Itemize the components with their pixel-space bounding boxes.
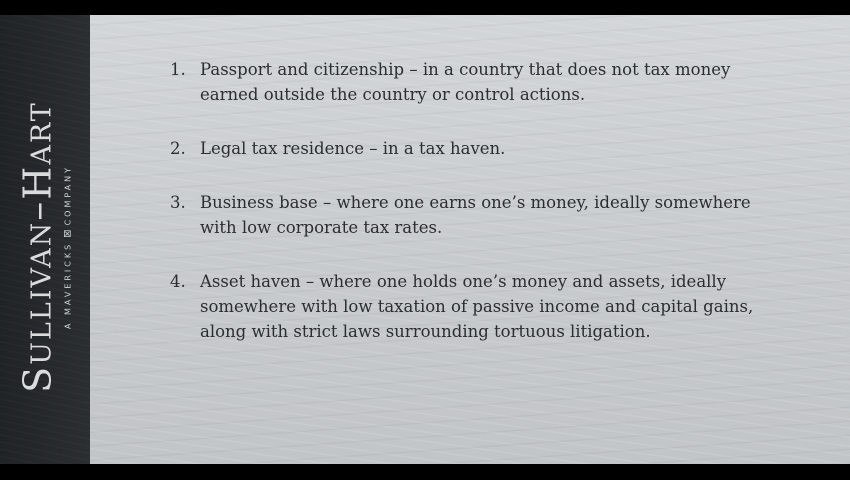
item-number: 2. bbox=[170, 139, 186, 158]
brand-sidebar bbox=[0, 15, 90, 464]
brand-logo bbox=[17, 101, 74, 393]
letterbox-bottom bbox=[0, 464, 850, 480]
list-item bbox=[170, 269, 780, 344]
brand-name-part1: Sullivan bbox=[15, 220, 60, 393]
item-number: 1. bbox=[170, 60, 186, 79]
item-text: Asset haven – where one holds one’s money and assets, ideally somewhere with low taxation of passive income and capital gains, along with strict laws surrounding tortuous litigation. bbox=[200, 272, 754, 341]
item-number: 3. bbox=[170, 193, 186, 212]
list-item bbox=[170, 136, 780, 161]
item-text: Passport and citizenship – in a country that does not tax money earned outside the country or control actions. bbox=[200, 60, 731, 104]
brand-name bbox=[17, 101, 59, 393]
brand-mark-icon: ⊠ bbox=[62, 229, 74, 238]
tagline-left: A MAVERICKS bbox=[63, 241, 73, 330]
item-number: 4. bbox=[170, 272, 186, 291]
brand-dash: – bbox=[15, 199, 60, 221]
tagline-right: COMPANY bbox=[63, 164, 73, 226]
item-text: Business base – where one earns one’s money, ideally somewhere with low corporate tax rates. bbox=[200, 193, 751, 237]
brand-name-part2: Hart bbox=[15, 101, 60, 200]
list-item bbox=[170, 57, 780, 107]
numbered-list bbox=[170, 57, 780, 344]
list-item bbox=[170, 190, 780, 240]
item-text: Legal tax residence – in a tax haven. bbox=[200, 139, 506, 158]
brand-tagline bbox=[63, 101, 74, 393]
presentation-slide bbox=[0, 15, 850, 464]
letterbox-top bbox=[0, 0, 850, 15]
